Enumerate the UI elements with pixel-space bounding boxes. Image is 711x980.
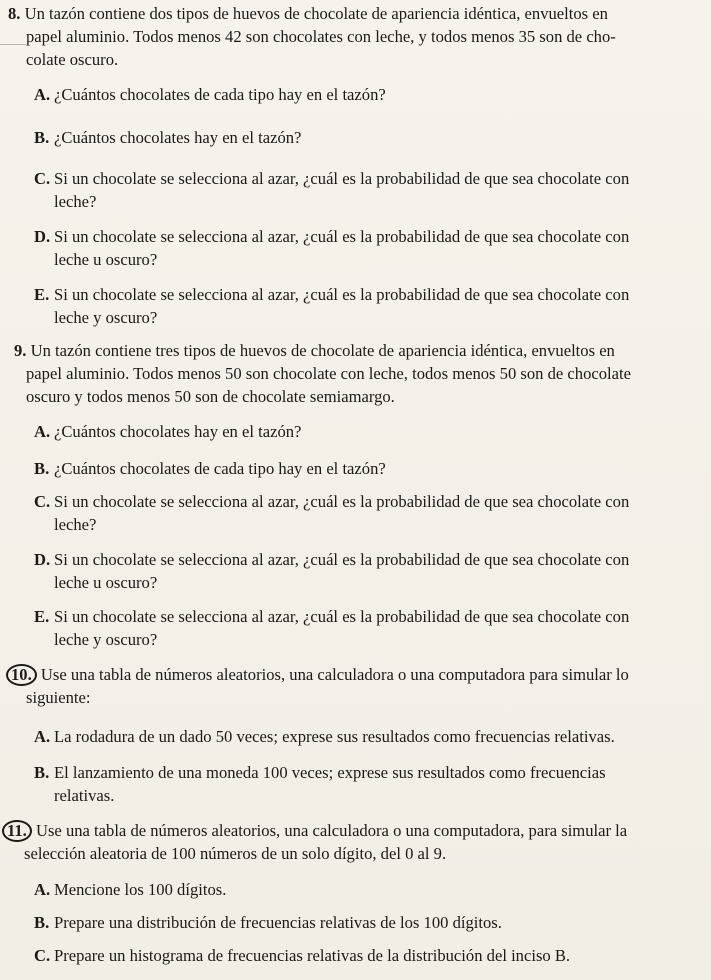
item-letter: B. — [34, 459, 50, 478]
item-text: ¿Cuántos chocolates hay en el tazón? — [54, 422, 302, 441]
item-text: Si un chocolate se selecciona al azar, ¿cuál es la probabilidad de que sea chocolate con — [54, 492, 630, 511]
problem-8-item-b — [34, 126, 301, 150]
item-letter: B. — [34, 763, 50, 782]
problem-11-statement-line-1 — [2, 819, 711, 843]
problem-8-item-e-line-2: leche y oscuro? — [54, 308, 158, 327]
problem-8-item-d — [34, 225, 629, 249]
item-letter: E. — [34, 607, 50, 626]
problem-9-item-c — [34, 490, 629, 514]
problem-8-item-c — [34, 167, 629, 191]
problem-11-item-b — [34, 911, 502, 935]
item-letter: C. — [34, 169, 51, 188]
problem-9-number: 9. — [14, 341, 27, 360]
problem-9-text-1: Un tazón contiene tres tipos de huevos de chocolate de apariencia idéntica, envueltos en — [30, 341, 615, 360]
problem-8-text-1: Un tazón contiene dos tipos de huevos de chocolate de apariencia idéntica, envueltos en — [24, 4, 608, 23]
problem-11-number: 11. — [2, 820, 32, 842]
problem-11-item-c — [34, 944, 570, 968]
problem-9-item-c-line-2: leche? — [54, 515, 97, 534]
problem-11-item-a — [34, 878, 226, 902]
problem-9-item-a — [34, 420, 301, 444]
item-text: Mencione los 100 dígitos. — [54, 880, 227, 899]
problem-10-number: 10. — [6, 664, 37, 686]
problem-9-statement-line-3: oscuro y todos menos 50 son de chocolate semiamargo. — [26, 387, 395, 406]
problem-8-number: 8. — [8, 4, 21, 23]
item-letter: C. — [34, 946, 51, 965]
problem-9-item-d — [34, 548, 629, 572]
problem-11-statement-line-2: selección aleatoria de 100 números de un solo dígito, del 0 al 9. — [24, 844, 447, 863]
problem-10-item-b-line-2: relativas. — [54, 786, 115, 805]
problem-8-statement-line-1 — [8, 2, 708, 26]
problem-9-statement-line-2: papel aluminio. Todos menos 50 son chocolate con leche, todos menos 50 son de chocolate — [26, 364, 631, 383]
item-text: Si un chocolate se selecciona al azar, ¿cuál es la probabilidad de que sea chocolate con — [54, 607, 630, 626]
problem-10-statement-line-1 — [6, 663, 711, 687]
item-text: Si un chocolate se selecciona al azar, ¿cuál es la probabilidad de que sea chocolate con — [54, 227, 630, 246]
item-letter: B. — [34, 128, 50, 147]
problem-11-text-1: Use una tabla de números aleatorios, una calculadora o una computadora, para simular la — [35, 821, 628, 840]
problem-9-item-b — [34, 457, 386, 481]
item-letter: A. — [34, 85, 51, 104]
item-text: Si un chocolate se selecciona al azar, ¿cuál es la probabilidad de que sea chocolate con — [54, 285, 630, 304]
item-text: Si un chocolate se selecciona al azar, ¿cuál es la probabilidad de que sea chocolate con — [54, 169, 630, 188]
item-text: El lanzamiento de una moneda 100 veces; exprese sus resultados como frecuencias — [54, 763, 606, 782]
item-letter: D. — [34, 550, 51, 569]
problem-8-statement-line-2: papel aluminio. Todos menos 42 son chocolates con leche, y todos menos 35 son de cho- — [26, 27, 616, 46]
problem-10-text-1: Use una tabla de números aleatorios, una calculadora o una computadora para simular lo — [40, 665, 629, 684]
problem-8-item-d-line-2: leche u oscuro? — [54, 250, 158, 269]
item-letter: A. — [34, 422, 51, 441]
item-text: ¿Cuántos chocolates de cada tipo hay en el tazón? — [54, 459, 386, 478]
problem-9-item-e — [34, 605, 629, 629]
item-text: Si un chocolate se selecciona al azar, ¿cuál es la probabilidad de que sea chocolate con — [54, 550, 630, 569]
problem-9-item-e-line-2: leche y oscuro? — [54, 630, 158, 649]
item-text: Prepare un histograma de frecuencias relativas de la distribución del inciso B. — [54, 946, 571, 965]
divider-line — [0, 44, 26, 45]
problem-8-item-e — [34, 283, 629, 307]
problem-8-item-a — [34, 83, 386, 107]
item-letter: C. — [34, 492, 51, 511]
problem-8-statement-line-3: colate oscuro. — [26, 50, 119, 69]
item-letter: A. — [34, 727, 51, 746]
problem-8-item-c-line-2: leche? — [54, 192, 97, 211]
problem-10-statement-line-2: siguiente: — [26, 688, 91, 707]
item-text: ¿Cuántos chocolates de cada tipo hay en el tazón? — [54, 85, 386, 104]
item-text: La rodadura de un dado 50 veces; exprese sus resultados como frecuencias relativas. — [54, 727, 615, 746]
problem-9-statement-line-1 — [14, 339, 711, 363]
item-letter: A. — [34, 880, 51, 899]
item-letter: D. — [34, 227, 51, 246]
problem-10-item-a — [34, 725, 615, 749]
problem-9-item-d-line-2: leche u oscuro? — [54, 573, 158, 592]
item-letter: E. — [34, 285, 50, 304]
problem-10-item-b — [34, 761, 606, 785]
item-letter: B. — [34, 913, 50, 932]
item-text: ¿Cuántos chocolates hay en el tazón? — [54, 128, 302, 147]
item-text: Prepare una distribución de frecuencias relativas de los 100 dígitos. — [54, 913, 502, 932]
